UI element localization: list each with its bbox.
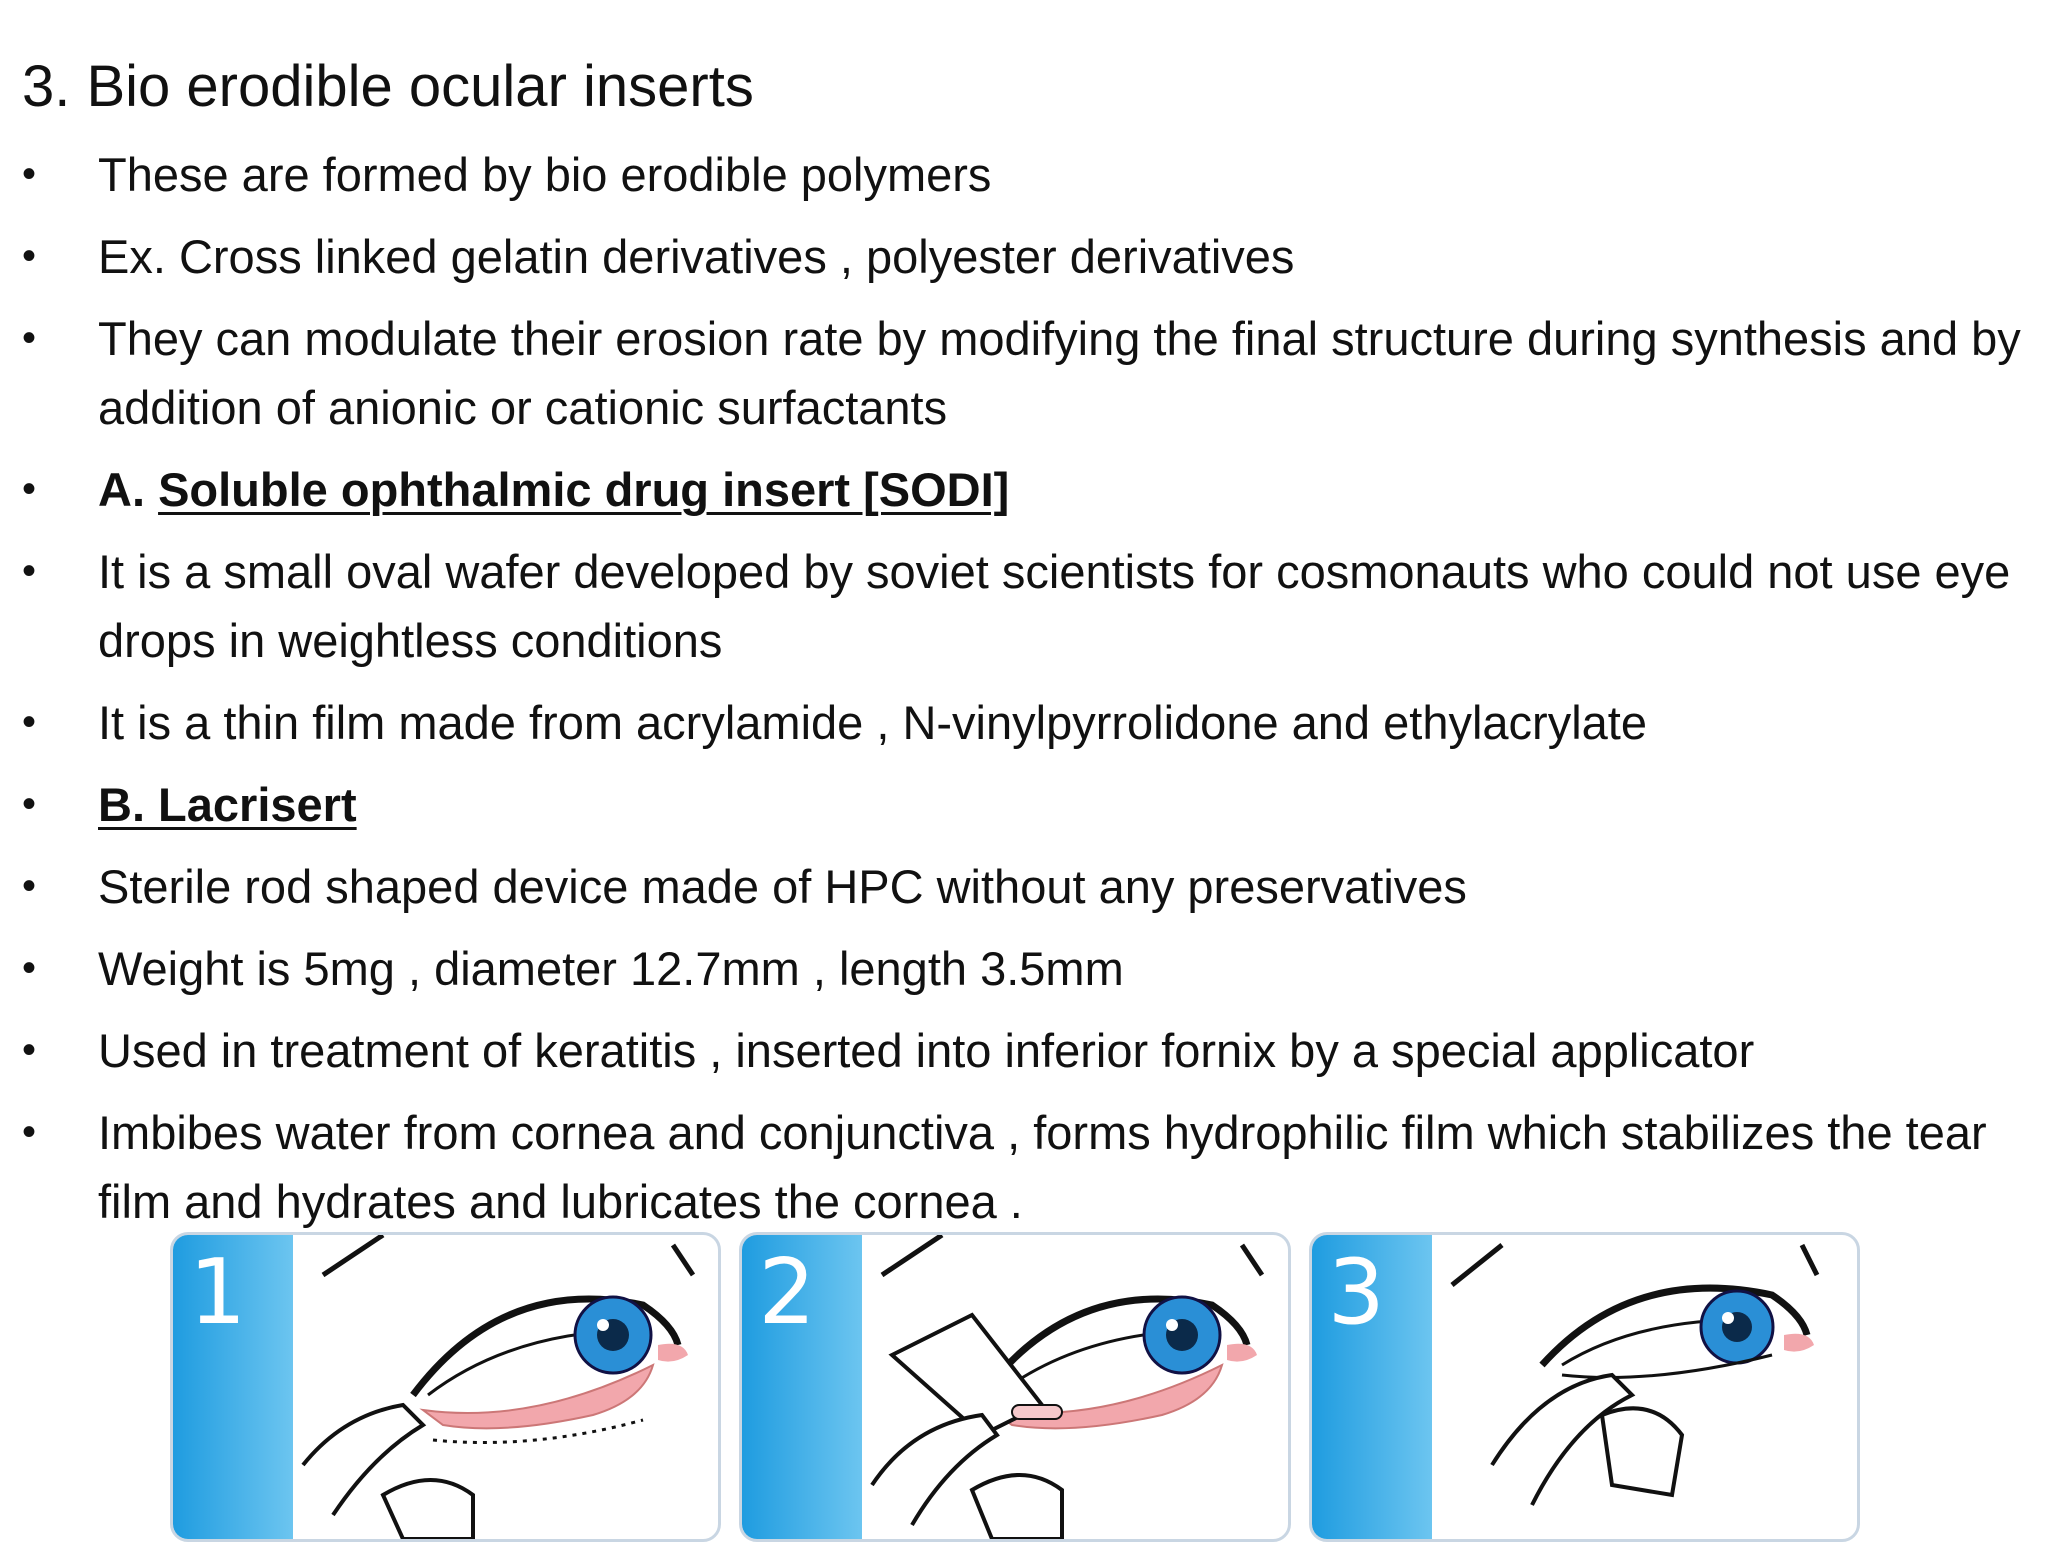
bullet-text: They can modulate their erosion rate by modifying the final structure during synthesis and by addition of anionic or cationic surfactants — [98, 312, 2021, 434]
eye-illustration-icon — [742, 1235, 1290, 1539]
bullet-text: Used in treatment of keratitis , inserted into inferior fornix by a special applicator — [98, 1024, 1755, 1077]
bullet-dot: • — [22, 1110, 37, 1154]
bullet-item — [0, 304, 2048, 442]
bullet-item — [0, 222, 2048, 291]
bullet-text: These are formed by bio erodible polymers — [98, 148, 992, 201]
bullet-dot: • — [22, 152, 37, 196]
bullet-item — [0, 537, 2048, 675]
eye-illustration-icon — [1312, 1235, 1860, 1539]
bullet-item — [0, 852, 2048, 921]
bullet-item — [0, 934, 2048, 1003]
bullet-dot: • — [22, 467, 37, 511]
bullet-item-heading-sodi — [0, 455, 2048, 524]
lacrisert-insertion-figure — [170, 1232, 1860, 1536]
bullet-item — [0, 1016, 2048, 1085]
bullet-text: Imbibes water from cornea and conjunctiva , forms hydrophilic film which stabilizes the tear film and hydrates and lubricates the cornea . — [98, 1106, 1987, 1228]
figure-panel-2 — [739, 1232, 1290, 1542]
bullet-item — [0, 140, 2048, 209]
figure-panel-1 — [170, 1232, 721, 1542]
bullet-text: It is a small oval wafer developed by soviet scientists for cosmonauts who could not use eye drops in weightless conditions — [98, 545, 2011, 667]
panel-number: 1 — [189, 1240, 247, 1345]
eye-illustration-icon — [173, 1235, 721, 1539]
panel-number: 3 — [1327, 1240, 1385, 1345]
heading-underlined: B. Lacrisert — [98, 778, 357, 831]
bullet-item — [0, 688, 2048, 757]
bullet-text: Weight is 5mg , diameter 12.7mm , length 3.5mm — [98, 942, 1124, 995]
slide-title: 3. Bio erodible ocular inserts — [22, 54, 754, 119]
bullet-dot: • — [22, 316, 37, 360]
figure-panel-3 — [1309, 1232, 1860, 1542]
bullet-dot: • — [22, 234, 37, 278]
bullet-heading — [98, 463, 1009, 516]
bullet-heading — [98, 778, 357, 831]
bullet-item-heading-lacrisert — [0, 770, 2048, 839]
bullet-dot: • — [22, 946, 37, 990]
bullet-item — [0, 1098, 2048, 1236]
panel-number: 2 — [758, 1240, 816, 1345]
heading-prefix: A. — [98, 463, 159, 516]
bullet-text: Sterile rod shaped device made of HPC without any preservatives — [98, 860, 1467, 913]
bullet-dot: • — [22, 1028, 37, 1072]
bullet-dot: • — [22, 864, 37, 908]
bullet-list — [0, 140, 2048, 1249]
bullet-text: It is a thin film made from acrylamide , N-vinylpyrrolidone and ethylacrylate — [98, 696, 1647, 749]
bullet-dot: • — [22, 782, 37, 826]
bullet-dot: • — [22, 549, 37, 593]
bullet-dot: • — [22, 700, 37, 744]
heading-underlined: Soluble ophthalmic drug insert [SODI] — [158, 463, 1010, 516]
bullet-text: Ex. Cross linked gelatin derivatives , polyester derivatives — [98, 230, 1295, 283]
